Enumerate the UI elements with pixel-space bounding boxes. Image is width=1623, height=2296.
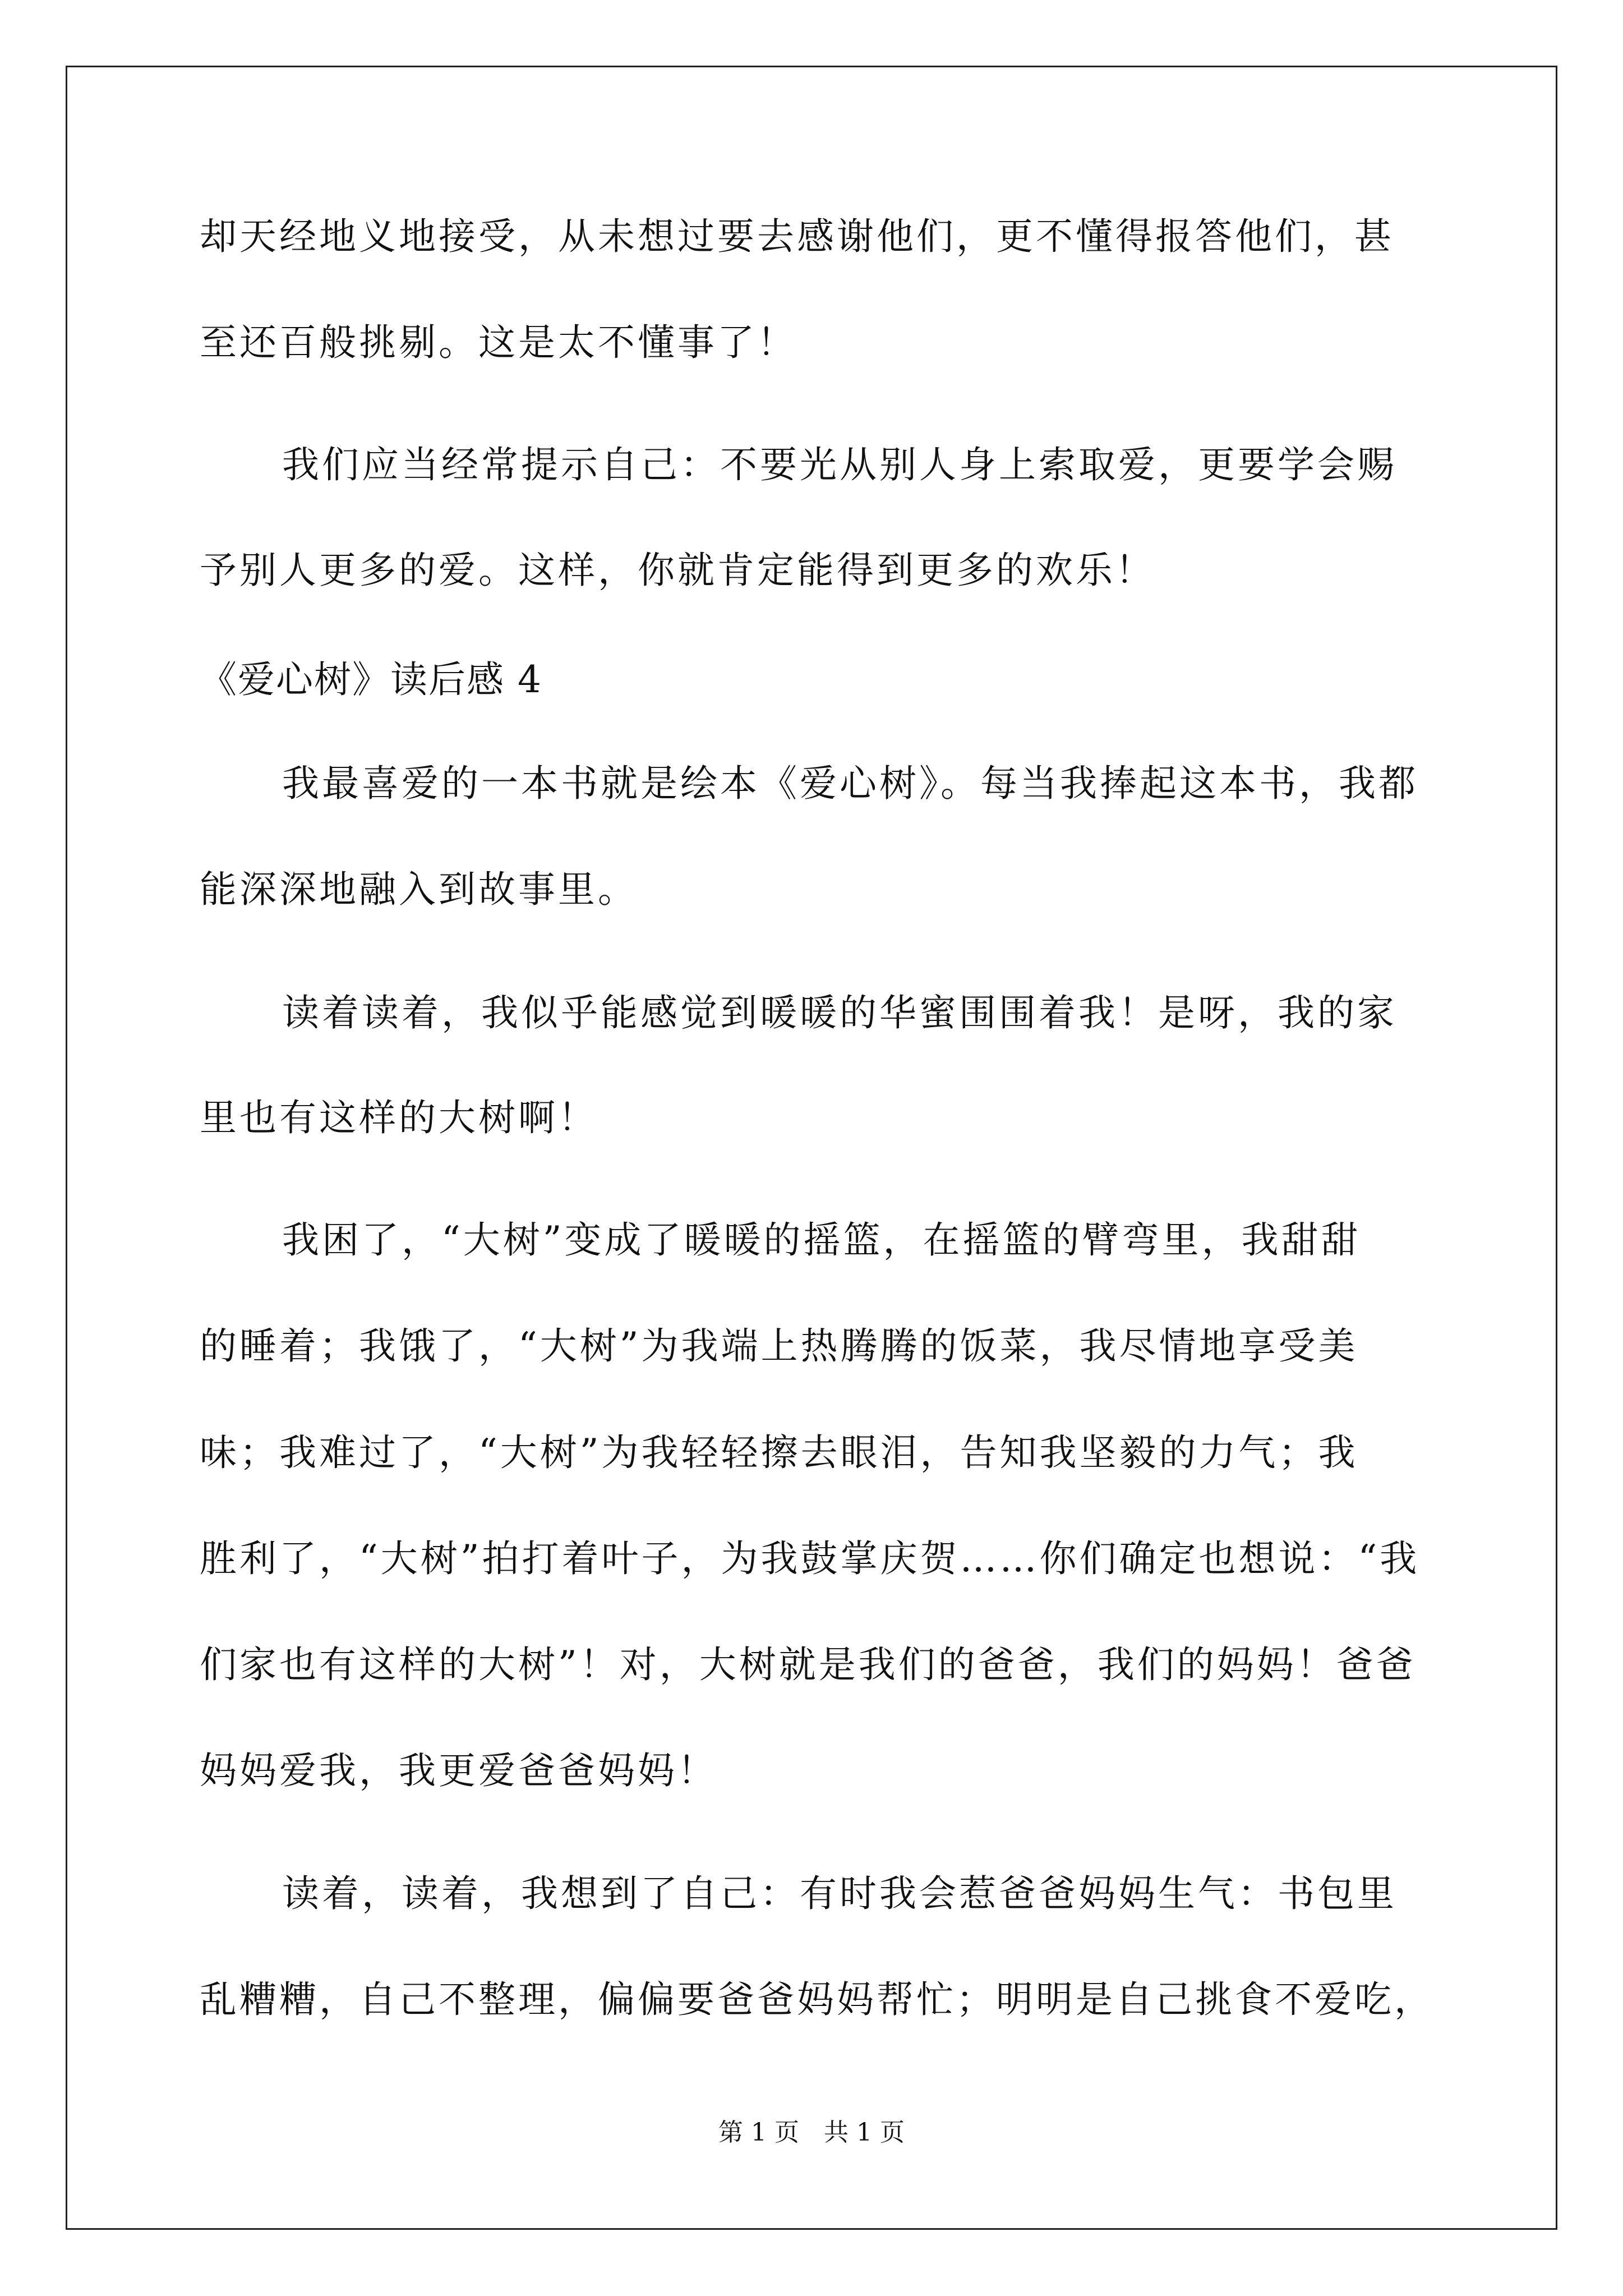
text-line: 的睡着；我饿了，“大树”为我端上热腾腾的饭菜，我尽情地享受美 xyxy=(200,1324,1358,1368)
page-number-footer: 第 1 页 共 1 页 xyxy=(718,2118,905,2147)
text-line: 却天经地义地接受，从未想过要去感谢他们，更不懂得报答他们，甚 xyxy=(200,215,1394,258)
text-line: 胜利了，“大树”拍打着叶子，为我鼓掌庆贺……你们确定也想说：“我 xyxy=(200,1537,1420,1580)
text-line: 我们应当经常提示自己：不要光从别人身上索取爱，更要学会赐 xyxy=(282,443,1397,486)
text-line: 乱糟糟，自己不整理，偏偏要爸爸妈妈帮忙；明明是自己挑食不爱吃， xyxy=(200,1978,1434,2021)
text-line: 味；我难过了，“大树”为我轻轻擦去眼泪，告知我坚毅的力气；我 xyxy=(200,1431,1358,1474)
text-line: 至还百般挑剔。这是太不懂事了！ xyxy=(200,321,797,364)
text-line: 我困了，“大树”变成了暖暖的摇篮，在摇篮的臂弯里，我甜甜 xyxy=(282,1218,1361,1262)
text-line: 读着，读着，我想到了自己：有时我会惹爸爸妈妈生气：书包里 xyxy=(282,1872,1397,1915)
text-line: 里也有这样的大树啊！ xyxy=(200,1096,598,1139)
section-heading: 《爱心树》读后感 4 xyxy=(200,658,542,701)
text-line: 读着读着，我似乎能感觉到暖暖的华蜜围围着我！是呀，我的家 xyxy=(282,991,1397,1034)
text-line: 予别人更多的爱。这样，你就肯定能得到更多的欢乐！ xyxy=(200,549,1155,592)
text-line: 们家也有这样的大树”！对，大树就是我们的爸爸，我们的妈妈！爸爸 xyxy=(200,1643,1416,1686)
text-line: 我最喜爱的一本书就是绘本《爱心树》。每当我捧起这本书，我都 xyxy=(282,762,1418,805)
text-line: 妈妈爱我，我更爱爸爸妈妈！ xyxy=(200,1749,717,1792)
text-line: 能深深地融入到故事里。 xyxy=(200,868,638,911)
